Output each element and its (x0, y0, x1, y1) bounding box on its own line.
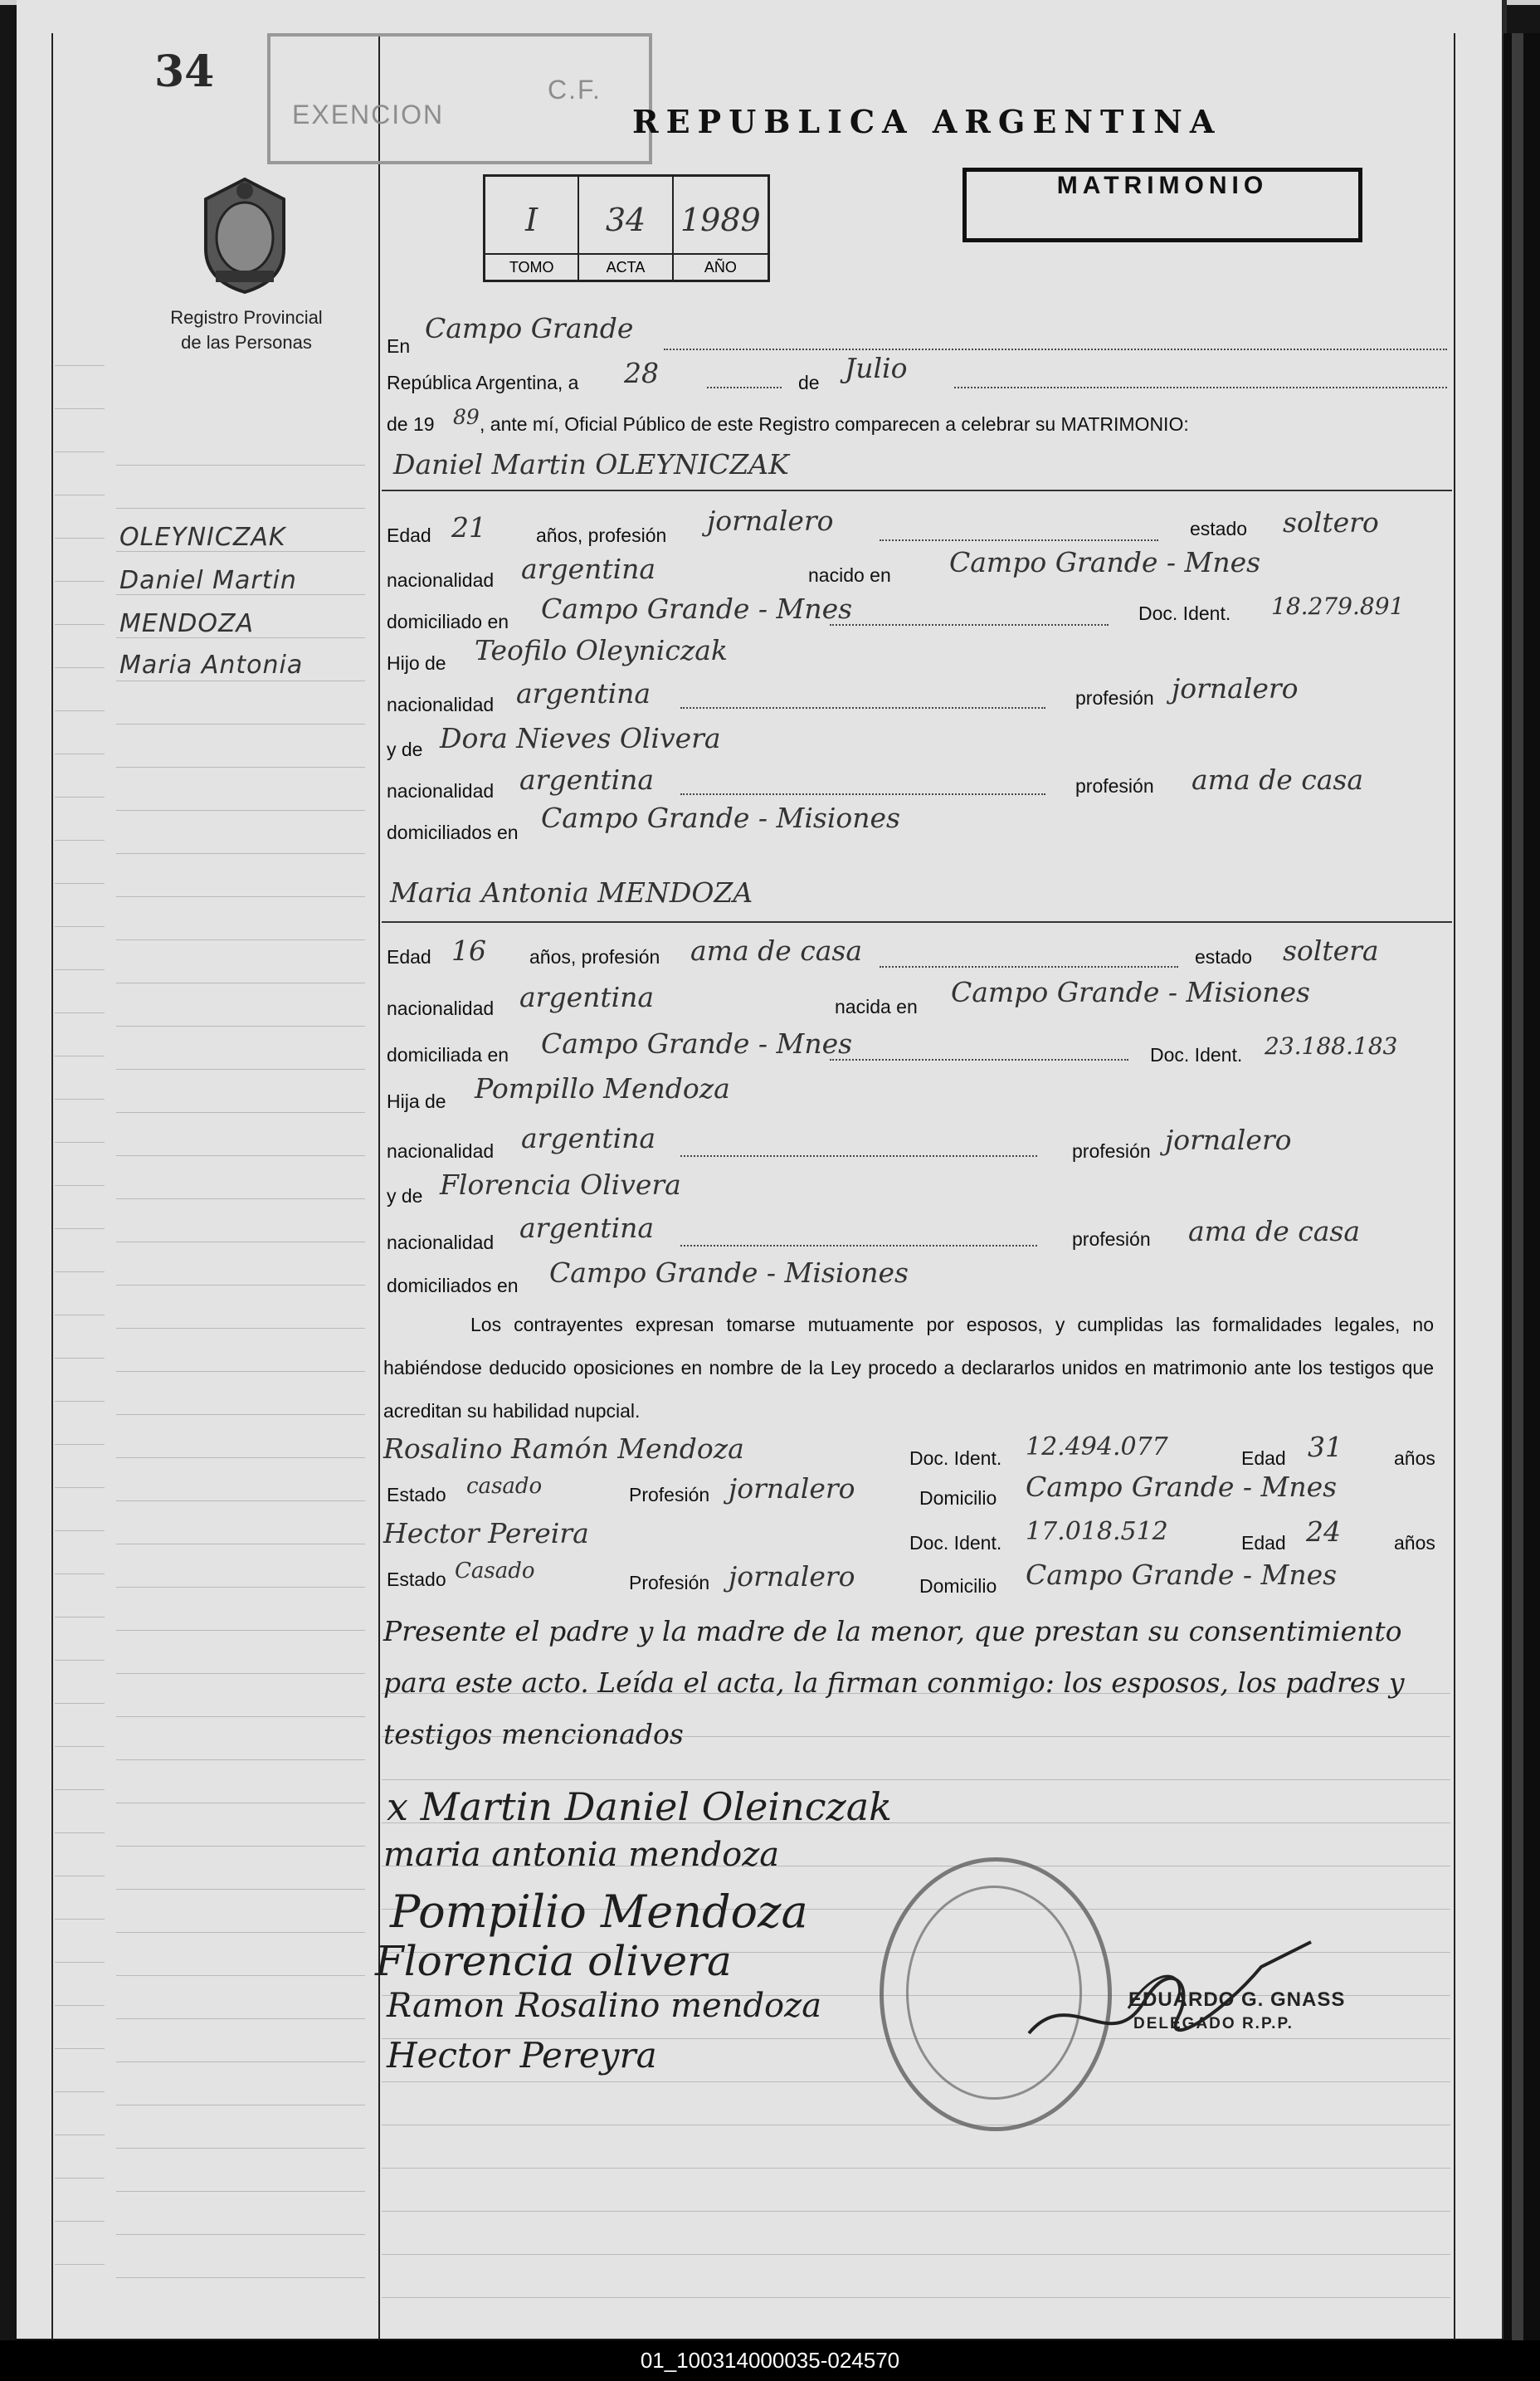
left-column-ruled-line (55, 2178, 105, 2179)
acta-label: ACTA (579, 253, 671, 280)
tomo-value: I (525, 202, 539, 238)
left-column-ruled-line (55, 624, 105, 625)
exemption-stamp-text: EXENCION (292, 100, 445, 129)
groom-madre-nac-fill (680, 793, 1045, 795)
tomo-cell (485, 177, 579, 280)
bride-padre-nac-fill (680, 1155, 1037, 1157)
left-column-ruled-line (55, 2264, 105, 2265)
margin-ruled-line (116, 1673, 365, 1674)
day-fill-line (707, 387, 782, 388)
groom-madre-prof-label: profesión (1075, 775, 1154, 797)
content-divider-line (378, 33, 380, 2356)
margin-ruled-line (116, 1716, 365, 1717)
left-column-ruled-line (55, 1358, 105, 1359)
witness1-name: Rosalino Ramón Mendoza (383, 1432, 744, 1465)
left-column-ruled-line (55, 969, 105, 970)
witness1-edad: 31 (1308, 1431, 1343, 1463)
groom-padre-nac-label: nacionalidad (387, 694, 495, 715)
record-reference-table (483, 174, 770, 282)
groom-padre-nac: argentina (516, 677, 651, 710)
left-column-ruled-line (55, 408, 105, 409)
margin-ruled-line (116, 2061, 365, 2062)
witness1-estado: casado (466, 1474, 543, 1499)
witness2-domicilio-label: Domicilio (919, 1575, 997, 1597)
appearance-text: , ante mí, Oficial Público de este Registro comparecen a celebrar su MATRIMONIO: (480, 413, 1189, 435)
year-prefix: de 19 (387, 413, 435, 435)
anio-value: 1989 (680, 202, 761, 238)
groom-padre-prof-label: profesión (1075, 687, 1154, 709)
margin-ruled-line (116, 1198, 365, 1199)
coat-of-arms-icon (191, 173, 299, 297)
witness1-domicilio-label: Domicilio (919, 1487, 997, 1509)
witness2-profesion: jornalero (729, 1560, 855, 1593)
bride-name-rule (382, 921, 1452, 923)
margin-ruled-line (116, 1371, 365, 1372)
body-ruled-line (382, 2254, 1450, 2255)
margin-ruled-line (116, 1500, 365, 1501)
bride-profesion-fill (880, 966, 1178, 968)
margin-groom-surname: OLEYNICZAK (119, 523, 286, 552)
margin-ruled-line (116, 1069, 365, 1070)
margin-ruled-line (116, 810, 365, 811)
groom-full-name: Daniel Martin OLEYNICZAK (393, 448, 789, 481)
left-column-ruled-line (55, 2221, 105, 2222)
bride-edad: 16 (451, 934, 486, 967)
signature-witness2: Hector Pereyra (387, 2035, 657, 2076)
margin-ruled-line (116, 1457, 365, 1458)
left-column-ruled-line (55, 1099, 105, 1100)
witness1-estado-label: Estado (387, 1484, 446, 1505)
margin-ruled-line (116, 1328, 365, 1329)
left-column-ruled-line (55, 667, 105, 668)
signature-bride-father: Pompilio Mendoza (390, 1886, 808, 1938)
groom-padre-label: Hijo de (387, 652, 446, 674)
bride-padre-prof-label: profesión (1072, 1140, 1151, 1162)
left-column-ruled-line (55, 1444, 105, 1445)
left-column-ruled-line (55, 581, 105, 582)
left-column-ruled-line (55, 1962, 105, 1963)
groom-padres-dom: Campo Grande - Misiones (541, 802, 900, 834)
left-column-ruled-line (55, 1228, 105, 1229)
left-column-ruled-line (55, 840, 105, 841)
groom-nacionalidad-label: nacionalidad (387, 569, 495, 591)
place-value: Campo Grande (425, 312, 634, 344)
left-column-ruled-line (55, 1271, 105, 1272)
groom-estado: soltero (1283, 506, 1379, 539)
bride-estado: soltera (1283, 934, 1379, 967)
groom-madre-label: y de (387, 739, 423, 760)
bride-madre-nac-fill (680, 1245, 1037, 1247)
republica-label: República Argentina, a (387, 372, 579, 393)
anio-cell (674, 177, 768, 280)
signature-groom: x Martin Daniel Oleinczak (387, 1784, 893, 1829)
margin-ruled-line (116, 465, 365, 466)
witness2-doc-label: Doc. Ident. (909, 1532, 1002, 1554)
signature-bride: maria antonia mendoza (383, 1836, 780, 1874)
left-column-ruled-line (55, 1487, 105, 1488)
margin-ruled-line (116, 1630, 365, 1631)
official-name: EDUARDO G. GNASS (1128, 1988, 1346, 2011)
left-column-ruled-line (55, 451, 105, 452)
margin-ruled-line (116, 1285, 365, 1286)
margin-ruled-line (116, 1889, 365, 1890)
groom-padres-dom-label: domiciliados en (387, 822, 519, 843)
bride-estado-label: estado (1195, 946, 1253, 968)
margin-ruled-line (116, 2148, 365, 2149)
witness2-name: Hector Pereira (383, 1517, 589, 1549)
margin-bride-given: Maria Antonia (119, 651, 304, 680)
margin-groom-given: Daniel Martin (119, 566, 297, 595)
margin-ruled-line (116, 1112, 365, 1113)
margin-ruled-line (116, 508, 365, 509)
anio-label: AÑO (674, 253, 768, 280)
witness1-doc: 12.494.077 (1026, 1432, 1168, 1461)
bride-padre: Pompillo Mendoza (475, 1072, 730, 1105)
margin-ruled-line (116, 1846, 365, 1847)
left-column-ruled-line (55, 1703, 105, 1704)
witness2-doc: 17.018.512 (1026, 1517, 1168, 1546)
margin-ruled-line (116, 1026, 365, 1027)
margin-ruled-line (116, 1932, 365, 1933)
left-column-ruled-line (55, 1142, 105, 1143)
bride-doc: 23.188.183 (1265, 1032, 1398, 1060)
witness2-edad-label: Edad (1241, 1532, 1286, 1554)
left-column-ruled-line (55, 1660, 105, 1661)
book-binding-edge (1512, 33, 1523, 2349)
bride-domicilio-label: domiciliada en (387, 1044, 509, 1066)
groom-profesion-fill (880, 539, 1158, 541)
margin-bride-surname: MENDOZA (119, 609, 255, 638)
image-id-footer: 01_100314000035-024570 (0, 2340, 1540, 2381)
body-ruled-line (382, 2297, 1450, 2298)
witness1-profesion-label: Profesión (629, 1484, 710, 1505)
witness1-profesion: jornalero (729, 1472, 855, 1505)
groom-padre: Teofilo Oleyniczak (475, 634, 728, 666)
remarks-text: Presente el padre y la madre de la menor, que prestan su consentimiento para este acto. Leída el acta, la firman conmigo: los esposos, los padres y testigos mencionados (383, 1615, 1405, 1750)
bride-padre-nac: argentina (521, 1122, 656, 1154)
bride-domicilio: Campo Grande - Mnes (541, 1027, 853, 1060)
groom-nacido-label: nacido en (808, 564, 891, 586)
left-column-ruled-line (55, 2048, 105, 2049)
bride-padre-prof: jornalero (1165, 1124, 1292, 1156)
bride-nacido-label: nacida en (835, 996, 918, 1017)
witness1-domicilio: Campo Grande - Mnes (1026, 1471, 1338, 1503)
left-column-ruled-line (55, 1832, 105, 1833)
month-fill-line (954, 387, 1447, 388)
en-label: En (387, 335, 411, 357)
witness2-profesion-label: Profesión (629, 1572, 710, 1593)
signature-bride-mother: Florencia olivera (375, 1937, 732, 1985)
left-column-ruled-line (55, 797, 105, 798)
margin-ruled-line (116, 1155, 365, 1156)
body-ruled-line (382, 2168, 1450, 2169)
groom-padre-prof: jornalero (1172, 672, 1299, 705)
bride-nacido-en: Campo Grande - Misiones (951, 976, 1310, 1008)
left-column-ruled-line (55, 1530, 105, 1531)
exemption-stamp-code: C.F. (548, 75, 602, 105)
groom-doc-label: Doc. Ident. (1138, 603, 1231, 624)
bride-domicilio-fill (830, 1059, 1128, 1061)
de-label: de (798, 372, 820, 393)
witness1-edad-label: Edad (1241, 1447, 1286, 1469)
groom-profesion: jornalero (707, 505, 834, 537)
witness2-estado-label: Estado (387, 1569, 446, 1590)
tomo-label: TOMO (485, 253, 578, 280)
witness1-anos-label: años (1394, 1447, 1435, 1469)
bride-padre-label: Hija de (387, 1090, 446, 1112)
bride-nacionalidad: argentina (519, 981, 655, 1013)
margin-ruled-line (116, 939, 365, 940)
left-column-ruled-line (55, 710, 105, 711)
official-role: DELEGADO R.P.P. (1133, 2015, 1294, 2032)
groom-domicilio-fill (830, 624, 1109, 626)
body-ruled-line (382, 1779, 1450, 1780)
left-column-ruled-line (55, 1185, 105, 1186)
bride-padres-dom: Campo Grande - Misiones (549, 1256, 909, 1289)
place-fill-line (664, 349, 1447, 350)
bride-edad-label: Edad (387, 946, 431, 968)
bride-profesion: ama de casa (690, 934, 863, 967)
left-column-ruled-line (55, 1401, 105, 1402)
year-suffix: 89 (453, 405, 480, 429)
bride-padre-nac-label: nacionalidad (387, 1140, 495, 1162)
groom-domicilio-label: domiciliado en (387, 611, 509, 632)
left-column-ruled-line (55, 2091, 105, 2092)
left-column-ruled-line (55, 365, 105, 366)
witness1-doc-label: Doc. Ident. (909, 1447, 1002, 1469)
bride-padres-dom-label: domiciliados en (387, 1275, 519, 1296)
witness2-estado: Casado (455, 1559, 535, 1583)
groom-padre-nac-fill (680, 707, 1045, 709)
left-column-ruled-line (55, 1746, 105, 1747)
registry-name (143, 305, 350, 355)
groom-nacionalidad: argentina (521, 553, 656, 585)
margin-ruled-line (116, 2018, 365, 2019)
margin-ruled-line (116, 2234, 365, 2235)
bride-anos-profesion-label: años, profesión (529, 946, 660, 968)
witness2-edad: 24 (1306, 1515, 1341, 1548)
acta-cell (579, 177, 673, 280)
margin-ruled-line (116, 1587, 365, 1588)
declaration-text: Los contrayentes expresan tomarse mutuamente por esposos, y cumplidas las formalidades legales, no habiéndose deducido oposiciones en nombre de la Ley procedo a declararlos unidos en matrimonio ante los testigos que acreditan su habilidad nupcial. (383, 1314, 1434, 1422)
bride-nacionalidad-label: nacionalidad (387, 998, 495, 1019)
page-number: 34 (154, 46, 215, 97)
groom-nacido-en: Campo Grande - Mnes (949, 546, 1261, 578)
bride-madre-nac: argentina (519, 1212, 655, 1244)
page-right-margin-line (1454, 33, 1455, 2356)
margin-ruled-line (116, 724, 365, 725)
bride-madre-prof-label: profesión (1072, 1228, 1151, 1250)
groom-madre-nac: argentina (519, 764, 655, 796)
groom-domicilio: Campo Grande - Mnes (541, 593, 853, 625)
margin-ruled-line (116, 1759, 365, 1760)
witness2-anos-label: años (1394, 1532, 1435, 1554)
left-column-ruled-line (55, 1919, 105, 1920)
groom-anos-profesion-label: años, profesión (536, 525, 667, 546)
month-value: Julio (845, 352, 908, 384)
margin-ruled-line (116, 767, 365, 768)
left-column-ruled-line (55, 538, 105, 539)
margin-ruled-line (116, 853, 365, 854)
margin-ruled-line (116, 1414, 365, 1415)
record-type-box: MATRIMONIO (962, 168, 1362, 242)
registry-line1: Registro Provincial (170, 307, 323, 328)
day-value: 28 (624, 357, 659, 389)
groom-madre-nac-label: nacionalidad (387, 780, 495, 802)
left-column-ruled-line (55, 883, 105, 884)
groom-estado-label: estado (1190, 518, 1248, 539)
bride-madre-label: y de (387, 1185, 423, 1207)
acta-value: 34 (605, 202, 646, 238)
groom-edad: 21 (451, 511, 486, 544)
left-column-ruled-line (55, 926, 105, 927)
groom-madre: Dora Nieves Olivera (440, 722, 721, 754)
witness2-domicilio: Campo Grande - Mnes (1026, 1559, 1338, 1591)
left-column-ruled-line (55, 1012, 105, 1013)
page-left-margin-line (51, 33, 53, 2356)
page-title: REPUBLICA ARGENTINA (632, 103, 1222, 140)
groom-edad-label: Edad (387, 525, 431, 546)
margin-ruled-line (116, 1975, 365, 1976)
bride-doc-label: Doc. Ident. (1150, 1044, 1243, 1066)
margin-ruled-line (116, 896, 365, 897)
bride-madre-prof: ama de casa (1188, 1215, 1361, 1247)
groom-madre-prof: ama de casa (1192, 764, 1364, 796)
bride-full-name: Maria Antonia MENDOZA (390, 876, 753, 909)
left-column-ruled-line (55, 1789, 105, 1790)
groom-name-rule (382, 490, 1452, 491)
margin-ruled-line (116, 2277, 365, 2278)
bride-madre: Florencia Olivera (440, 1169, 681, 1201)
registry-line2: de las Personas (181, 332, 312, 353)
groom-doc: 18.279.891 (1271, 593, 1405, 620)
body-ruled-line (382, 2211, 1450, 2212)
left-column-ruled-line (55, 2005, 105, 2006)
signature-witness1: Ramon Rosalino mendoza (387, 1987, 822, 2025)
margin-ruled-line (116, 2191, 365, 2192)
bride-madre-nac-label: nacionalidad (387, 1232, 495, 1253)
